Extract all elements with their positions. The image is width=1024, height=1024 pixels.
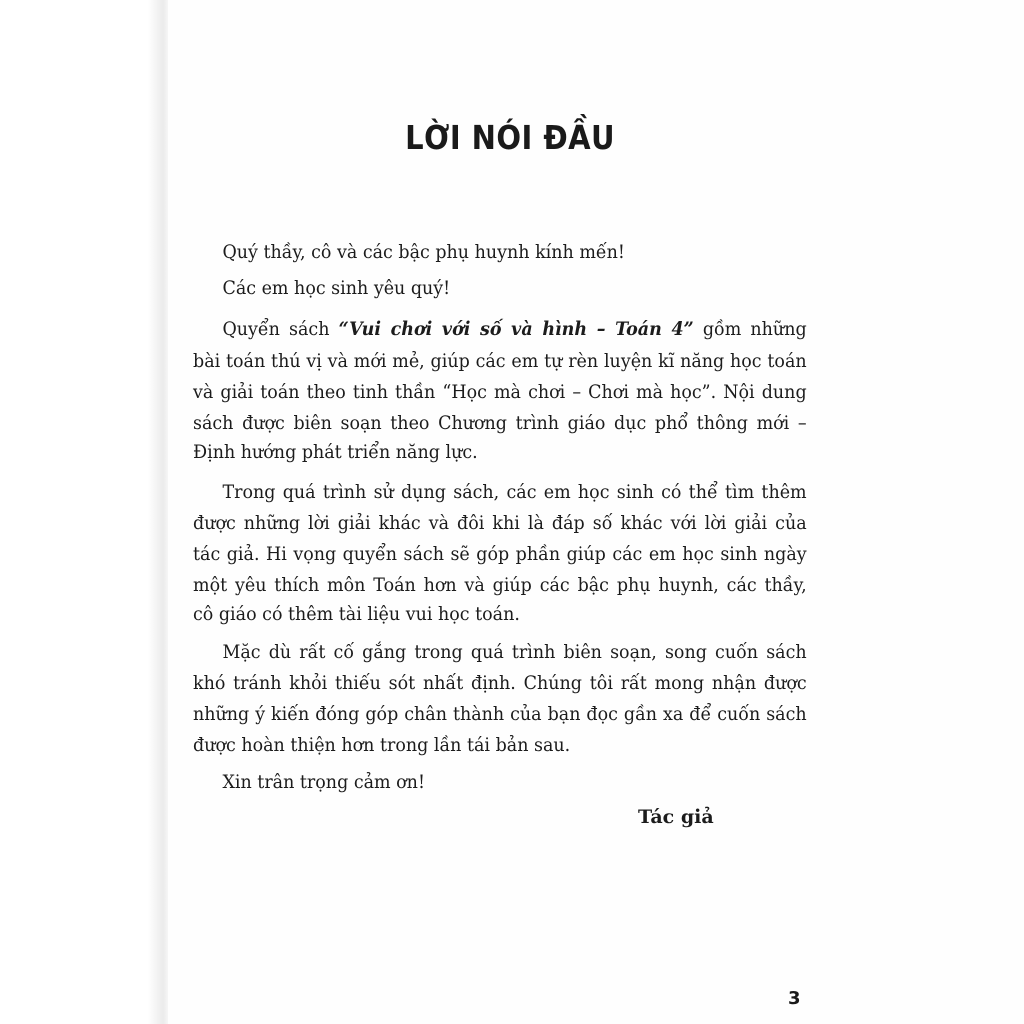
author-signature: Tác giả xyxy=(638,806,714,828)
paragraph-2-line-3: tác giả. Hi vọng quyển sách sẽ góp phần giúp các em học sinh ngày xyxy=(193,543,807,565)
closing-line: Xin trân trọng cảm ơn! xyxy=(222,771,425,793)
paragraph-2-line-1: Trong quá trình sử dụng sách, các em học sinh có thể tìm thêm xyxy=(222,481,807,503)
paragraph-2-line-2: được những lời giải khác và đôi khi là đáp số khác với lời giải của xyxy=(193,512,807,534)
page-title: LỜI NÓI ĐẦU xyxy=(405,118,616,157)
paragraph-1-lead: Quyển sách xyxy=(222,318,339,340)
paragraph-3-line-1: Mặc dù rất cố gắng trong quá trình biên soạn, song cuốn sách xyxy=(222,641,807,663)
paragraph-1-line-5: Định hướng phát triển năng lực. xyxy=(193,441,478,463)
book-title: “Vui chơi với số và hình – Toán 4” xyxy=(338,318,694,340)
paragraph-3-line-3: những ý kiến đóng góp chân thành của bạn đọc gần xa để cuốn sách xyxy=(193,703,807,725)
paragraph-2-line-5: cô giáo có thêm tài liệu vui học toán. xyxy=(193,603,520,625)
paragraph-3-line-4: được hoàn thiện hơn trong lần tái bản sau. xyxy=(193,734,571,756)
paragraph-1-line-3: và giải toán theo tinh thần “Học mà chơi – Chơi mà học”. Nội dung xyxy=(193,381,807,403)
paragraph-1-line-2: bài toán thú vị và mới mẻ, giúp các em tự rèn luyện kĩ năng học toán xyxy=(193,350,807,372)
greeting-students: Các em học sinh yêu quý! xyxy=(222,277,451,299)
paragraph-1-line-4: sách được biên soạn theo Chương trình giáo dục phổ thông mới – xyxy=(193,412,807,434)
page-number: 3 xyxy=(788,988,801,1009)
paragraph-1-line-1 xyxy=(222,318,806,340)
greeting-teachers-parents: Quý thầy, cô và các bậc phụ huynh kính mến! xyxy=(222,241,625,263)
paragraph-1-tail: gồm những xyxy=(693,318,807,340)
paragraph-3-line-2: khó tránh khỏi thiếu sót nhất định. Chúng tôi rất mong nhận được xyxy=(193,672,807,694)
paragraph-2-line-4: một yêu thích môn Toán hơn và giúp các bậc phụ huynh, các thầy, xyxy=(193,574,807,596)
